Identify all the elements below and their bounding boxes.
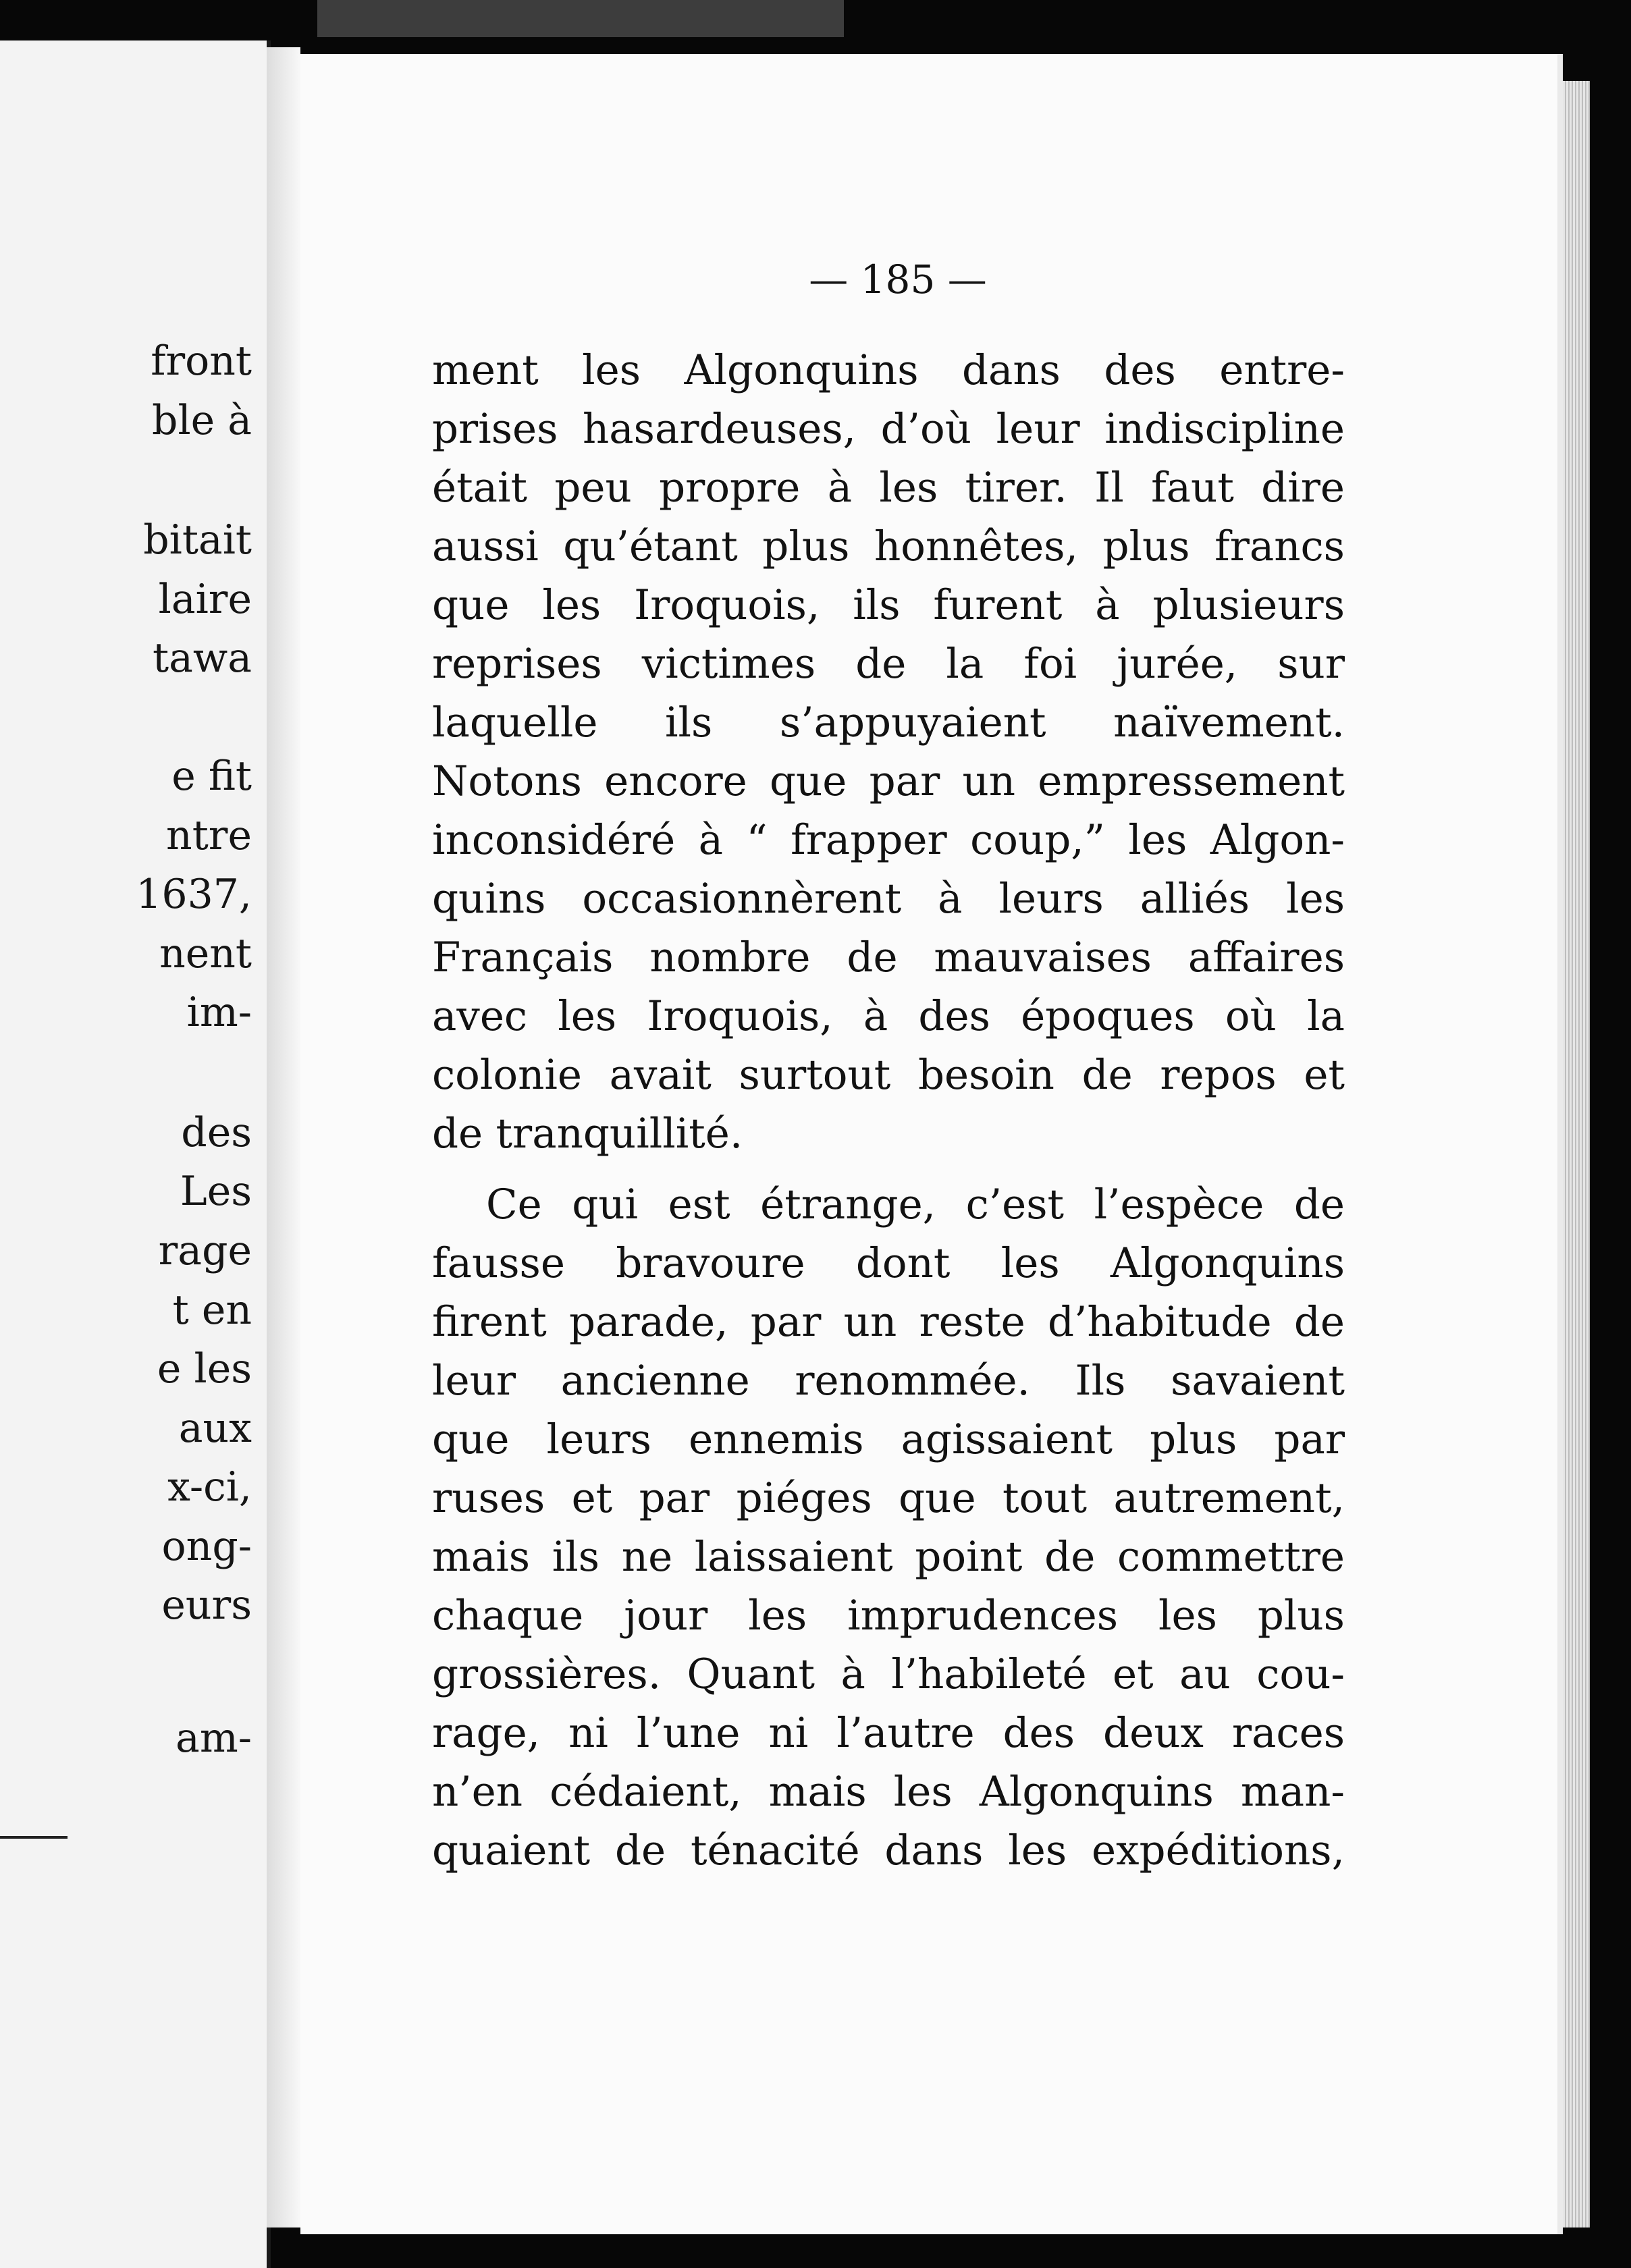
left-page (0, 40, 271, 2268)
text-line: avec les Iroquois, à des époques où la (432, 992, 1345, 1040)
page-edge (1563, 81, 1590, 2228)
page-number: — 185 — (809, 256, 987, 302)
left-page-fragment: des (181, 1109, 252, 1156)
text-line: ment les Algonquins dans des entre- (432, 346, 1345, 394)
text-line: que leurs ennemis agissaient plus par (432, 1415, 1345, 1463)
left-page-fragment: e fit (171, 753, 252, 800)
paragraph-2 (432, 1175, 1345, 1880)
text-line: ruses et par piéges que tout autrement, (432, 1474, 1345, 1522)
left-page-fragment: e les (157, 1345, 252, 1393)
text-line: grossières. Quant à l’habileté et au cou- (432, 1650, 1345, 1698)
left-page-fragment: 1637, (136, 871, 252, 918)
text-line: leur ancienne renommée. Ils savaient (432, 1357, 1345, 1405)
left-page-fragment: bitait (143, 516, 252, 564)
text-line: Notons encore que par un empressement (432, 757, 1345, 805)
left-page-fragment: am- (176, 1714, 252, 1762)
left-page-fragment: ntre (166, 812, 252, 859)
text-line: quins occasionnèrent à leurs alliés les (432, 875, 1345, 923)
text-line: rage, ni l’une ni l’autre des deux races (432, 1709, 1345, 1757)
text-line: prises hasardeuses, d’où leur indiscipline (432, 405, 1345, 453)
book-gutter (267, 47, 300, 2228)
text-line: fausse bravoure dont les Algonquins (432, 1239, 1345, 1287)
text-line: mais ils ne laissaient point de commettre (432, 1533, 1345, 1581)
text-line: reprises victimes de la foi jurée, sur (432, 640, 1345, 688)
left-page-fragment: ong- (161, 1523, 252, 1570)
left-page-fragment: front (151, 338, 252, 385)
text-line: firent parade, par un reste d’habitude de (432, 1298, 1345, 1346)
text-line: était peu propre à les tirer. Il faut dire (432, 464, 1345, 512)
text-line: que les Iroquois, ils furent à plusieurs (432, 581, 1345, 629)
paragraph-1 (432, 341, 1345, 1163)
left-page-fragment: t en (172, 1287, 252, 1334)
left-page-fragment: rage (158, 1227, 252, 1274)
text-line: colonie avait surtout besoin de repos et (432, 1051, 1345, 1099)
left-page-fragment: ble à (152, 397, 252, 444)
left-page-fragment: laire (158, 576, 252, 623)
left-page-fragment: aux (178, 1405, 252, 1452)
text-line: aussi qu’étant plus honnêtes, plus francs (432, 522, 1345, 570)
text-line: Ce qui est étrange, c’est l’espèce de (486, 1181, 1345, 1228)
footnote-rule (0, 1836, 68, 1839)
text-line: chaque jour les imprudences les plus (432, 1592, 1345, 1640)
scan-top-strip (317, 0, 844, 37)
left-page-fragment: Les (180, 1168, 252, 1215)
left-page-fragment: tawa (152, 634, 252, 682)
paragraph-gap (432, 1163, 1345, 1175)
body-text (432, 341, 1345, 1880)
text-line: laquelle ils s’appuyaient naïvement. (432, 699, 1345, 747)
text-line: quaient de ténacité dans les expéditions, (432, 1827, 1345, 1874)
text-line: de tranquillité. (432, 1110, 743, 1158)
left-page-fragment: x-ci, (167, 1463, 252, 1511)
text-line: n’en cédaient, mais les Algonquins man- (432, 1768, 1345, 1816)
left-page-fragment: nent (159, 930, 252, 977)
text-line: inconsidéré à “ frapper coup,” les Algon- (432, 816, 1345, 864)
text-line: Français nombre de mauvaises affaires (432, 934, 1345, 981)
left-page-fragment: eurs (161, 1582, 252, 1629)
left-page-fragment: im- (186, 989, 252, 1036)
